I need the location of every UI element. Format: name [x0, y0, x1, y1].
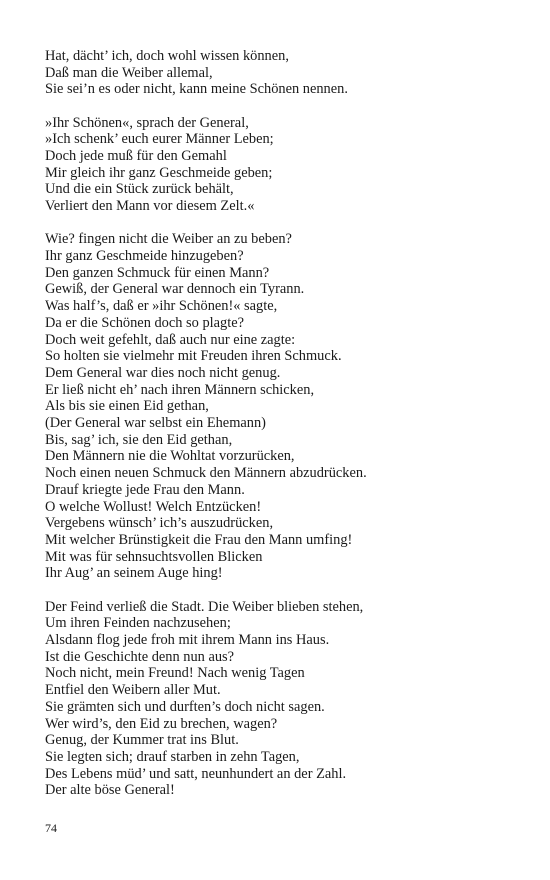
- poem-line: Gewiß, der General war dennoch ein Tyrann.: [45, 281, 305, 298]
- poem-text: [45, 48, 515, 816]
- poem-line: Wie? fingen nicht die Weiber an zu beben?: [45, 231, 292, 248]
- stanza-2: [45, 115, 515, 215]
- poem-line: Sie grämten sich und durften’s doch nicht sagen.: [45, 698, 325, 715]
- poem-line: O welche Wollust! Welch Entzücken!: [45, 498, 262, 515]
- poem-line: (Der General war selbst ein Ehemann): [45, 415, 266, 432]
- poem-line: Verliert den Mann vor diesem Zelt.«: [45, 198, 255, 215]
- poem-line: Da er die Schönen doch so plagte?: [45, 314, 245, 331]
- poem-line: Ist die Geschichte denn nun aus?: [45, 648, 235, 665]
- poem-line: Vergebens wünsch’ ich’s auszudrücken,: [45, 515, 274, 532]
- poem-line: Bis, sag’ ich, sie den Eid gethan,: [45, 431, 233, 448]
- poem-line: Sie legten sich; drauf starben in zehn Tagen,: [45, 748, 300, 765]
- poem-line: »Ihr Schönen«, sprach der General,: [45, 114, 249, 131]
- poem-line: Ihr ganz Geschmeide hinzugeben?: [45, 248, 244, 265]
- poem-line: Doch jede muß für den Gemahl: [45, 148, 227, 165]
- poem-line: Den Männern nie die Wohltat vorzurücken,: [45, 448, 295, 465]
- poem-line: Doch weit gefehlt, daß auch nur eine zagte:: [45, 331, 296, 348]
- poem-line: Der Feind verließ die Stadt. Die Weiber blieben stehen,: [45, 598, 364, 615]
- poem-line: Des Lebens müd’ und satt, neunhundert an der Zahl.: [45, 765, 347, 782]
- poem-line: Sie sei’n es oder nicht, kann meine Schönen nennen.: [45, 81, 348, 98]
- poem-line: Mit was für sehnsuchtsvollen Blicken: [45, 548, 263, 565]
- poem-line: »Ich schenk’ euch eurer Männer Leben;: [45, 131, 274, 148]
- stanza-3: [45, 231, 515, 582]
- poem-line: Daß man die Weiber allemal,: [45, 64, 213, 81]
- poem-line: Ihr Aug’ an seinem Auge hing!: [45, 565, 223, 582]
- poem-line: Noch nicht, mein Freund! Nach wenig Tagen: [45, 665, 305, 682]
- poem-line: Hat, dächt’ ich, doch wohl wissen können,: [45, 48, 289, 64]
- poem-line: Noch einen neuen Schmuck den Männern abzudrücken.: [45, 465, 367, 482]
- poem-line: Wer wird’s, den Eid zu brechen, wagen?: [45, 715, 278, 732]
- stanza-1: [45, 48, 515, 98]
- poem-line: Mir gleich ihr ganz Geschmeide geben;: [45, 164, 273, 181]
- poem-line: Mit welcher Brünstigkeit die Frau den Mann umfing!: [45, 531, 353, 548]
- poem-line: Um ihren Feinden nachzusehen;: [45, 615, 231, 632]
- poem-line: Genug, der Kummer trat ins Blut.: [45, 732, 239, 749]
- poem-line: Entfiel den Weibern aller Mut.: [45, 682, 221, 699]
- stanza-4: [45, 599, 515, 799]
- poem-line: Und die ein Stück zurück behält,: [45, 181, 234, 198]
- poem-line: Drauf kriegte jede Frau den Mann.: [45, 481, 245, 498]
- poem-line: Der alte böse General!: [45, 782, 175, 799]
- poem-line: Den ganzen Schmuck für einen Mann?: [45, 264, 270, 281]
- page-number: 74: [45, 821, 57, 835]
- poem-line: Dem General war dies noch nicht genug.: [45, 364, 281, 381]
- poem-line: Er ließ nicht eh’ nach ihren Männern schicken,: [45, 381, 315, 398]
- poem-line: Was half’s, daß er »ihr Schönen!« sagte,: [45, 298, 278, 315]
- poem-line: So holten sie vielmehr mit Freuden ihren Schmuck.: [45, 348, 342, 365]
- poem-line: Alsdann flog jede froh mit ihrem Mann ins Haus.: [45, 632, 330, 648]
- poem-line: Als bis sie einen Eid gethan,: [45, 398, 209, 415]
